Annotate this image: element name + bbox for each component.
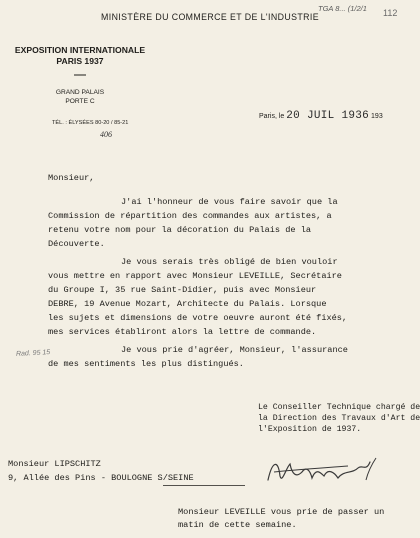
ministry-heading: MINISTÈRE DU COMMERCE ET DE L'INDUSTRIE <box>101 12 319 22</box>
exposition-heading <box>14 45 146 67</box>
date-line <box>259 110 383 122</box>
palais-line-2: PORTE C <box>65 98 95 105</box>
palais-address <box>14 88 146 106</box>
line-12: de mes sentiments les plus distingués. <box>48 359 244 369</box>
closing-line-1: Le Conseiller Technique chargé de <box>258 403 420 412</box>
line-9: les sujets et dimensions de votre oeuvre auront été fixés, <box>48 313 348 323</box>
postscript-line-1: Monsieur LEVEILLE vous prie de passer un <box>178 507 385 517</box>
divider-dash <box>74 73 86 77</box>
exposition-line-1: EXPOSITION INTERNATIONALE <box>14 45 146 55</box>
date-stamp: 20 JUIL 1936 <box>286 110 370 122</box>
recipient-name: Monsieur LIPSCHITZ <box>8 459 101 469</box>
handwritten-signature <box>262 450 382 492</box>
line-10: mes services établiront alors la lettre de commande. <box>48 327 317 337</box>
date-suffix: 193 <box>371 113 383 120</box>
telephone: TÉL. : ÉLYSÉES 80-20 / 85-21 <box>52 120 129 126</box>
date-prefix: Paris, le <box>259 113 285 120</box>
line-11: Je vous prie d'agréer, Monsieur, l'assurance <box>121 345 348 355</box>
address-underline <box>163 484 245 487</box>
recipient-address: 9, Allée des Pins - BOULOGNE S/SEINE <box>8 473 194 483</box>
line-7: du Groupe I, 35 rue Saint-Didier, puis avec Monsieur <box>48 285 317 295</box>
line-4: Découverte. <box>48 239 105 249</box>
line-2: Commission de répartition des commandes aux artistes, a <box>48 211 332 221</box>
margin-annotation: Rad. 95 15 <box>15 349 51 358</box>
archive-number: 112 <box>383 8 398 18</box>
line-6: vous mettre en rapport avec Monsieur LEVEILLE, Secrétaire <box>48 271 342 281</box>
exposition-line-2: PARIS 1937 <box>56 56 104 66</box>
postscript-line-2: matin de cette semaine. <box>178 520 297 530</box>
palais-line-1: GRAND PALAIS <box>55 89 105 96</box>
reference-number: 406 <box>100 130 112 139</box>
archive-reference: TGA 8... (1/2/1 <box>318 4 367 13</box>
closing-line-3: l'Exposition de 1937. <box>258 425 362 434</box>
line-1: J'ai l'honneur de vous faire savoir que la <box>121 197 338 207</box>
closing-line-2: la Direction des Travaux d'Art de <box>258 414 420 423</box>
salutation: Monsieur, <box>48 173 95 183</box>
line-3: retenu votre nom pour la décoration du Palais de la <box>48 225 312 235</box>
line-8: DEBRE, 19 Avenue Mozart, Architecte du Palais. Lorsque <box>48 299 327 309</box>
line-5: Je vous serais très obligé de bien vouloir <box>121 257 338 267</box>
